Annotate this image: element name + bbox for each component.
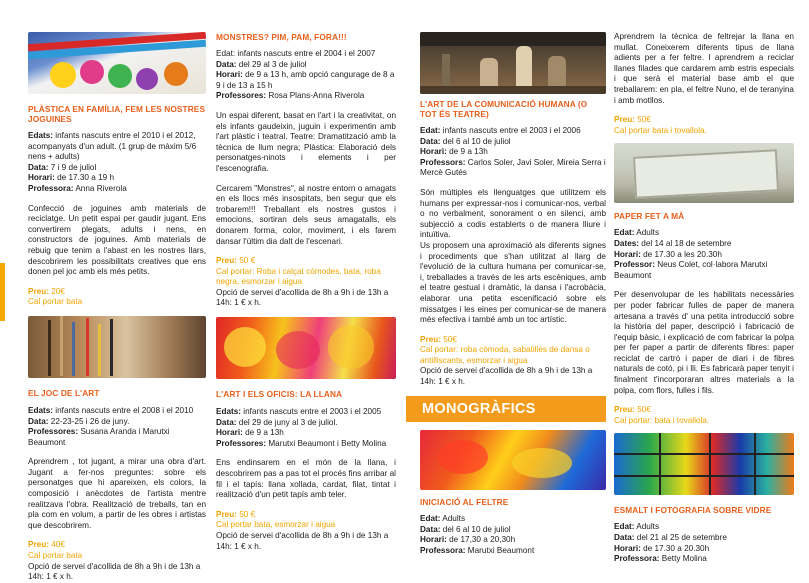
meta-edats: Edats: infants nascuts entre el 2008 i el 2010 <box>28 405 194 415</box>
service-note: Opció de servei d'acollida de 8h a 9h i de 13h a 14h: 1 € x h. <box>216 531 389 551</box>
felt-colors-photo <box>420 430 606 490</box>
crayons-photo <box>28 32 206 94</box>
meta-edat: Edat: Adults <box>420 514 466 523</box>
price: Preu: 50 € <box>216 256 256 266</box>
meta-professores: Professores: Marutxi Beaumont i Betty Molina <box>216 438 387 448</box>
meta-horari: Horari: de 9 a 13h <box>420 147 488 157</box>
price-note: Cal portar bata <box>28 297 83 307</box>
meta-edat: Edat: Adults <box>614 228 660 238</box>
meta-data: Data: del 29 al 3 de juliol <box>216 59 307 69</box>
section-title-esmalt: ESMALT I FOTOGRAFIA SOBRE VIDRE <box>614 505 772 516</box>
column-2 <box>216 32 396 552</box>
section-body: Per desenvolupar de les habilitats necessàries per poder fabricar fulles de paper de manera artesana a través d' una petita introducció sobre la història del paper, descripció i fabricació de l'equip bàsic, i explicació de com fabricar la polpa per fer paper a partir de diferents fibres: paper reciclat de cartró i paper de diari i de fibres naturals de cotó, pi i lli. Es fabricarà paper tenyit i finalment t'incorporaran altres materials a la polpa, com flors, fulles i fils. <box>614 290 794 395</box>
column-3 <box>420 32 606 388</box>
meta-edat: Edat: infants nascuts entre el 2003 i el 2006 <box>420 126 581 135</box>
meta-data: Data: del 29 de juny al 3 de juliol. <box>216 417 338 427</box>
meta-edat: Edat: infants nascuts entre el 2004 i el 2007 <box>216 49 376 58</box>
meta-professora: Professora: Marutxi Beaumont <box>420 545 535 555</box>
meta-edat: Edat: Adults <box>614 522 660 532</box>
stained-glass-photo <box>614 433 794 495</box>
service-note: Opció de servei d'acollida de 8h a 9h i de 13h a 14h: 1 € x h. <box>420 366 593 387</box>
price-note: Cal portar bata <box>28 551 83 561</box>
service-note: Opció de servei d'acollida de 8h a 9h i de 13h a 14h: 1 € x h. <box>216 287 389 308</box>
meta-edats: Edats: infants nascuts entre el 2010 i el 2012, acompanyats d'un adult. (1 grup de màxim 5/6 nens + adults) <box>28 131 197 162</box>
meta-data: Data: 22-23-25 i 26 de juny. <box>28 416 130 426</box>
section-body: Són múltiples els llenguatges que utilitzem els humans per expressar-nos i comunicar-nos, verbal o no verbalment, sonorament o en silenci, amb subjecció a codis establerts o de manera lliure i intuïtiva. <box>420 187 606 240</box>
feltre-section <box>420 430 606 556</box>
meta-data: Data: del 6 al 10 de juliol <box>420 136 511 146</box>
section-body: Confecció de joguines amb materials de reciclatge. Un petit espai per gaudir jugant. Ens convertirem plegats, adults i nens, en constructors de joguines. Amb materials de rebuig que tenim a l'abast en les nostres llars, descobrirem les possibilitats creatives que ens donen pel joc amb els més petits. <box>28 203 206 277</box>
price: Preu: 50 € <box>216 509 256 519</box>
price-note: Cal portar bata, esmorzar i aigua <box>216 520 336 530</box>
service-note: Opció de servei d'acollida de 8h a 9h i de 13h a 14h: 1 € x h. <box>28 561 201 582</box>
meta-horari: Horari: de 9 a 13 h, amb opció cangurage de 8 a 9 i de 13 a 15 h <box>216 70 395 90</box>
price: Preu: 50€ <box>614 115 651 125</box>
column-4 <box>614 32 794 565</box>
price-note: Cal portar: Roba i calçat còmodes, bata, roba negra, esmorzar i aigua <box>216 266 381 287</box>
meta-professores: Professores: Rosa Plans-Anna Riverola <box>216 91 365 101</box>
theater-stage-photo <box>420 32 606 94</box>
meta-professor: Professor: Neus Colet, col·labora Marutxi Beaumont <box>614 260 768 280</box>
section-body: Ens endinsarem en el món de la llana, i descobrirem pas a pas tot el procés fins arribar al fil i el tapís: llana xollada, cardat, filat, tintat i realització d'un petit tapís amb teler. <box>216 458 396 500</box>
section-body: Aprendrem , tot jugant, a mirar una obra d'art. Jugant a fer-nos preguntes: sobre els personatges que hi apareixen, els colors, la composició i anècdotes de l'artista mentre realitzava l'obra. Realització de treballs, tan en pla com en volum, a partir de les obres i artistas que descobrirem. <box>28 457 206 530</box>
price-note: Cal portar bata i tovallola. <box>614 125 707 135</box>
meta-professores: Professores: Susana Aranda i Marutxi Beaumont <box>28 427 170 447</box>
price-note: Cal portar: bata i tovallola. <box>614 415 710 425</box>
section-title-joc-art: EL JOC DE L'ART <box>28 387 100 398</box>
meta-data: Data: 7 i 9 de juliol <box>28 162 97 172</box>
section-title-paper: PAPER FET A MÀ <box>614 211 685 222</box>
meta-professora: Professora: Anna Riverola <box>28 183 127 193</box>
meta-edats: Edats: infants nascuts entre el 2003 i el 2005 <box>216 407 382 417</box>
section-title-plastica: PLÀSTICA EN FAMÍLIA, FEM LES NOSTRES JOGUINES <box>28 104 206 124</box>
price: Preu: 20€ <box>28 286 65 296</box>
price: Preu: 50€ <box>614 405 651 415</box>
meta-professora: Professora: Betty Molina <box>614 554 707 564</box>
section-title-llana: L'ART I ELS OFICIS: LA LLANA <box>216 389 343 400</box>
paint-brushes-photo <box>28 316 206 378</box>
section-body: Us proposem una aproximació als diferents signes i procediments que s'han utilitzat al llarg de l'evolució de la cultura humana per comunicar-se, i, treballades a través de les arts escèniques, amb el teatre gestual i dramàtic, la dansa i l'acrobàcia, elaborar una petita escenificació sobre els missatges i les eines per comunicar-se de manera més efectiva i també amb un toc artístic. <box>420 240 606 325</box>
meta-data: Data: del 21 al 25 de setembre <box>614 533 727 543</box>
meta-data: Data: del 6 al 10 de juliol <box>420 524 511 534</box>
wool-skeins-photo <box>216 317 396 379</box>
meta-horari: Horari: de 17.30 a 20.30h <box>614 543 710 553</box>
price: Preu: 40€ <box>28 540 65 550</box>
meta-horari: Horari: de 9 a 13h <box>216 428 284 438</box>
monografics-label: MONOGRÀFICS <box>422 401 536 417</box>
section-title-comunicacio: L'ART DE LA COMUNICACIÓ HUMANA (O TOT ÉS TEATRE) <box>420 99 588 119</box>
monografics-banner <box>406 396 606 422</box>
meta-horari: Horari: de 17,30 a 20,30h <box>420 535 516 545</box>
meta-professors: Professors: Carlos Soler, Javi Soler, Mireia Serra i Mercè Gutés <box>420 157 606 178</box>
price: Preu: 50€ <box>420 334 457 344</box>
section-body: Cercarem "Monstres", al nostre entorn o amagats en els llocs més insospitats, ben segur que els trobarem!!! Treballant els nostres gustos i emocions, sortiran dels seus amagatalls, els donarem forma, color, moviment, i els farem dansar l'últim dia dalt de l'escenari. <box>216 183 396 246</box>
section-body: Aprendrem la tècnica de feltrejar la llana en mullat. Coneixerem diferents tipus de llana adients per a fer feltre. I aprendrem a reciclar llanes filades que cardarem amb estris especials i que serà el material base amb el que treballarem: en pla, el feltre Nuno, el de teranyina i amb motllos. <box>614 32 794 105</box>
column-1 <box>28 32 206 583</box>
meta-horari: Horari: de 17.30 a 19 h <box>28 173 115 183</box>
section-body: Un espai diferent, basat en l'art i la creativitat, on els infants gaudeixin, juguin i experimentin amb l'art plàstic i teatral. Teatre: Dramatització amb la tècnica de llum negra; Plàstica: Elaboració dels personatges-ninots i elements i per l'escenografia. <box>216 110 396 173</box>
paper-making-photo <box>614 143 794 203</box>
side-tab-marker <box>0 263 5 321</box>
meta-horari: Horari: de 17.30 a les 20.30h <box>614 249 722 259</box>
section-title-monstres: MONSTRES? PIM, PAM, FORA!!! <box>216 32 347 42</box>
section-title-feltre: INICIACIÓ AL FELTRE <box>420 497 509 507</box>
price-note: Cal portar: roba còmoda, sabatilles de dansa o antilliscants, esmorzar i aigua <box>420 345 590 365</box>
meta-dates: Dates: del 14 al 18 de setembre <box>614 238 732 248</box>
